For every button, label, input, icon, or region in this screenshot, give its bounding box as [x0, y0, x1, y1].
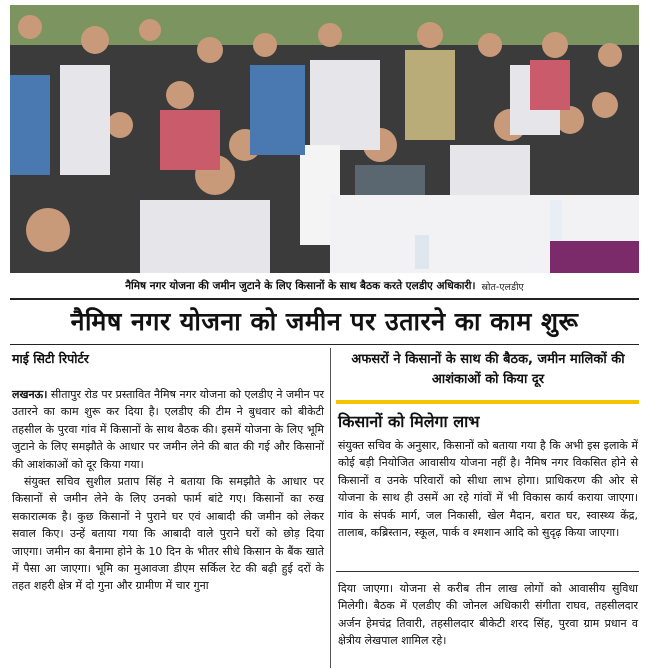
subheadline: अफसरों ने किसानों के साथ की बैठक, जमीन मालिकों की आशंकाओं को किया दूर [351, 352, 625, 387]
article-column-left [12, 386, 324, 595]
box-text: संयुक्त सचिव के अनुसार, किसानों को बताया गया है कि अभी इस इलाके में कोई बड़ी नियोजित आवासीय योजना नहीं है। नैमिष नगर विकसित होने से किसानों व उनके परिवारों को सीधा लाभ होगा। प्राधिकरण की ओर से योजना के साथ ही उसमें आ रहे गांवों में भी विकास कार्य कराया जाएगा। गांव के संपर्क मार्ग, जल निकासी, खेल मैदान, बरात घर, स्वास्थ्य केंद्र, तालाब, कब्रिस्तान, स्कूल, पार्क व श्मशान आदि को सुदृढ़ किया जाएगा। [338, 439, 638, 540]
headline: नैमिष नगर योजना को जमीन पर उतारने का काम शुरू [70, 307, 579, 336]
article-continuation: दिया जाएगा। योजना से करीब तीन लाख लोगों को आवासीय सुविधा मिलेगी। बैठक में एलडीए की जोनल अधिकारी संगीता राघव, तहसीलदार अर्जन हेमचंद्र तिवारी, तहसीलदार बीकेटी शरद सिंह, पुरवा ग्राम प्रधान व क्षेत्रीय लेखपाल शामिल रहे। [338, 582, 638, 648]
column-divider [330, 348, 331, 668]
article-paragraph-1 [12, 386, 324, 473]
article-paragraph-2: संयुक्त सचिव सुशील प्रताप सिंह ने बताया कि समझौते के आधार पर किसानों से जमीन लेने के लिए उनको फार्म बांटे गए। किसानों का रुख सकारात्मक है। कुछ किसानों ने पुराने घर एवं आबादी की जमीन को लेकर सवाल किए। उन्हें बताया गया कि आबादी वाले पुराने घरों को छोड़ दिया जाएगा। जमीन का बैनामा होने के 10 दिन के भीतर सीधे किसान के बैंक खाते में पैसा आ जाएगा। भूमि का मुआवजा डीएम सर्किल रेट की बढ़ी हुई दरों के तहत शहरी क्षेत्र में दो गुना और ग्रामीण में चार गुना [12, 475, 324, 593]
byline: माई सिटी रिपोर्टर [12, 351, 89, 366]
box-heading: किसानों को मिलेगा लाभ [338, 412, 480, 431]
news-photo [10, 5, 639, 273]
meeting-photo-illustration [10, 5, 639, 273]
dateline: लखनऊ। [12, 388, 48, 401]
photo-credit: स्रोत-एलडीए [481, 281, 524, 293]
paragraph-1-text: सीतापुर रोड पर प्रस्तावित नैमिष नगर योजना को एलडीए ने जमीन पर उतारने का काम शुरू कर दिया है। एलडीए की टीम ने बुधवार को बीकेटी तहसील के पुरवा गांव में किसानों के साथ बैठक की। इसमें योजना के लिए भूमि जुटाने के लिए समझौते के आधार पर जमीन लेने की बात की गई और किसानों की आशंकाओं को दूर किया गया। [12, 388, 324, 471]
accent-bar [336, 400, 639, 404]
photo-caption [10, 276, 639, 296]
box-rule [336, 571, 639, 572]
top-rule [10, 298, 639, 300]
headline-rule [10, 344, 639, 345]
caption-text: नैमिष नगर योजना की जमीन जुटाने के लिए किसानों के साथ बैठक करते एलडीए अधिकारी। [125, 280, 476, 292]
